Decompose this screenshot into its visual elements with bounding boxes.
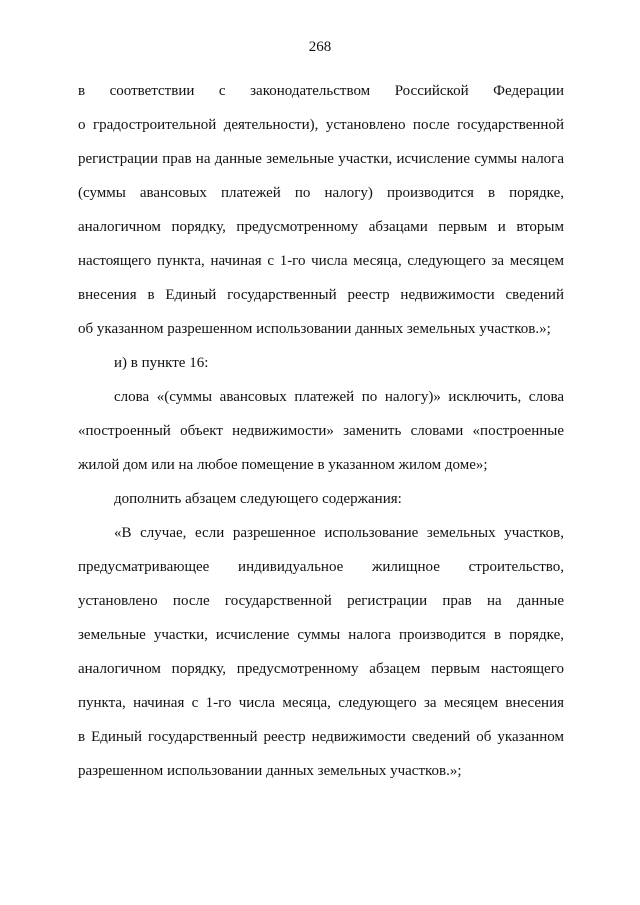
text-line: слова «(суммы авансовых платежей по налогу)» исключить, слова <box>114 389 564 405</box>
text-line: аналогичном порядку, предусмотренному абзацами первым и вторым <box>78 219 564 235</box>
text-line: пункта, начиная с 1-го числа месяца, следующего за месяцем внесения <box>78 695 564 711</box>
text-line: в Единый государственный реестр недвижимости сведений об указанном <box>78 729 564 745</box>
text-line: внесения в Единый государственный реестр недвижимости сведений <box>78 287 564 303</box>
text-line: и) в пункте 16: <box>114 355 209 371</box>
text-line: регистрации прав на данные земельные участки, исчисление суммы налога <box>78 151 564 167</box>
text-line: земельные участки, исчисление суммы налога производится в порядке, <box>78 627 564 643</box>
text-line: настоящего пункта, начиная с 1-го числа месяца, следующего за месяцем <box>78 253 564 269</box>
text-line: жилой дом или на любое помещение в указанном жилом доме»; <box>78 457 488 473</box>
text-line: «В случае, если разрешенное использование земельных участков, <box>114 525 564 541</box>
text-line: предусматривающее индивидуальное жилищное строительство, <box>78 559 564 575</box>
document-body <box>78 74 564 788</box>
text-line: дополнить абзацем следующего содержания: <box>114 491 402 507</box>
text-line: разрешенном использовании данных земельных участков.»; <box>78 763 462 779</box>
text-line: аналогичном порядку, предусмотренному абзацем первым настоящего <box>78 661 564 677</box>
text-line: установлено после государственной регистрации прав на данные <box>78 593 564 609</box>
text-line: (суммы авансовых платежей по налогу) производится в порядке, <box>78 185 564 201</box>
text-line: об указанном разрешенном использовании данных земельных участков.»; <box>78 321 551 337</box>
page-number: 268 <box>308 39 332 55</box>
text-line: в соответствии с законодательством Российской Федерации <box>78 83 564 99</box>
text-line: о градостроительной деятельности), установлено после государственной <box>78 117 564 133</box>
text-line: «построенный объект недвижимости» заменить словами «построенные <box>78 423 564 439</box>
